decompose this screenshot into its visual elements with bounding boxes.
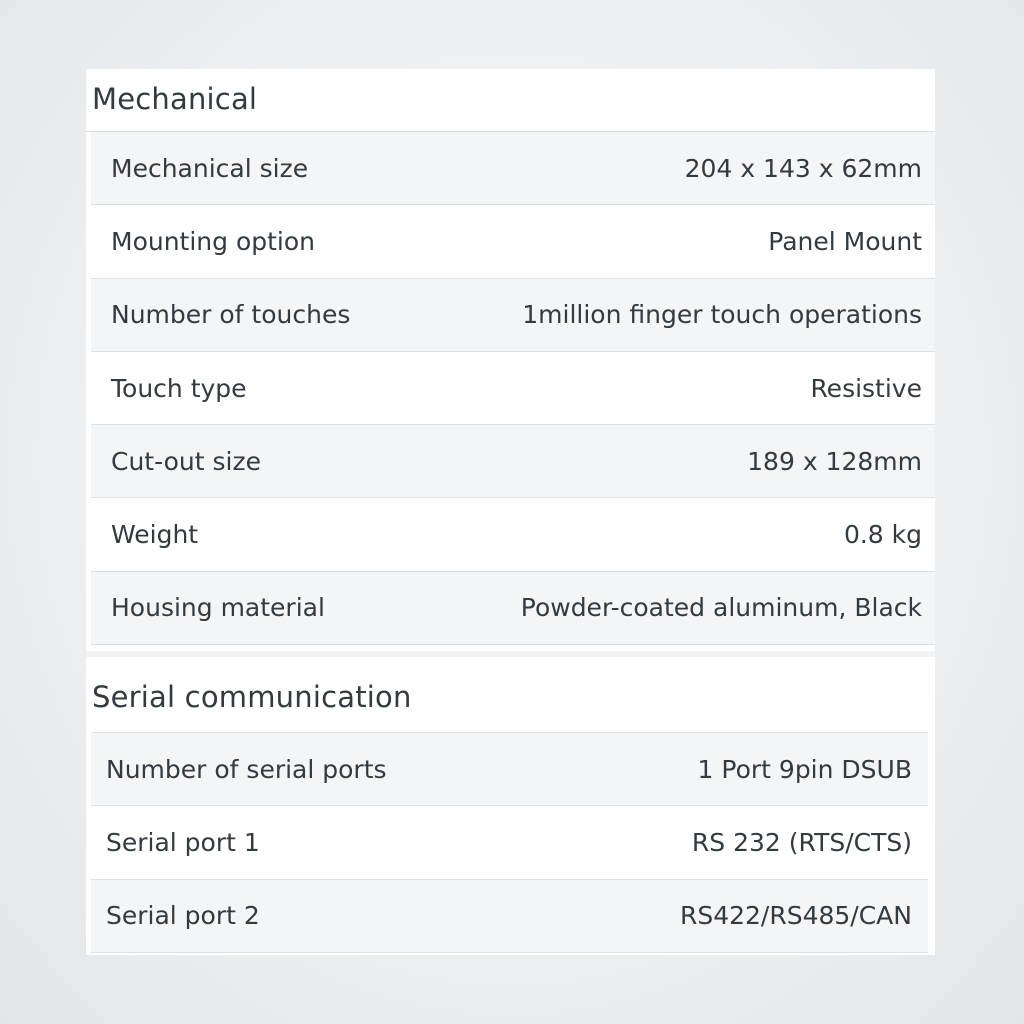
spec-row [91,880,928,953]
mechanical-section [86,69,935,645]
spec-row [91,572,935,645]
spec-row [91,132,935,205]
spec-label: Touch type [111,373,247,403]
spec-value: 1million finger touch operations [522,300,922,330]
spec-row [91,498,935,571]
section-title-serial-communication: Serial communication [92,680,412,714]
section-title-mechanical: Mechanical [86,69,935,132]
spec-row [91,205,935,278]
spec-label: Cut-out size [111,446,261,476]
spec-value: Powder-coated aluminum, Black [520,593,922,623]
spec-label: Housing material [111,593,325,623]
spec-label: Weight [111,520,199,550]
spec-value: 204 x 143 x 62mm [684,153,922,183]
spec-label: Number of serial ports [106,754,387,784]
spec-row [91,733,928,806]
spec-value: Resistive [810,373,922,403]
spec-value: 189 x 128mm [747,446,922,476]
spec-row [91,352,935,425]
spec-card [86,69,935,955]
spec-row [91,279,935,352]
spec-label: Serial port 1 [106,827,260,857]
spec-value: RS 232 (RTS/CTS) [691,827,912,857]
section-divider [86,651,935,657]
spec-label: Number of touches [111,300,351,330]
mechanical-spec-table [91,132,935,645]
spec-label: Mechanical size [111,153,309,183]
serial-communication-section [86,661,935,953]
spec-label: Mounting option [111,226,316,256]
spec-row [91,425,935,498]
spec-label: Serial port 2 [106,901,260,931]
spec-value: 1 Port 9pin DSUB [697,754,912,784]
spec-value: 0.8 kg [843,520,922,550]
spec-value: Panel Mount [768,226,922,256]
spec-value: RS422/RS485/CAN [679,901,912,931]
spec-row [91,806,928,879]
serial-spec-table [91,732,928,953]
